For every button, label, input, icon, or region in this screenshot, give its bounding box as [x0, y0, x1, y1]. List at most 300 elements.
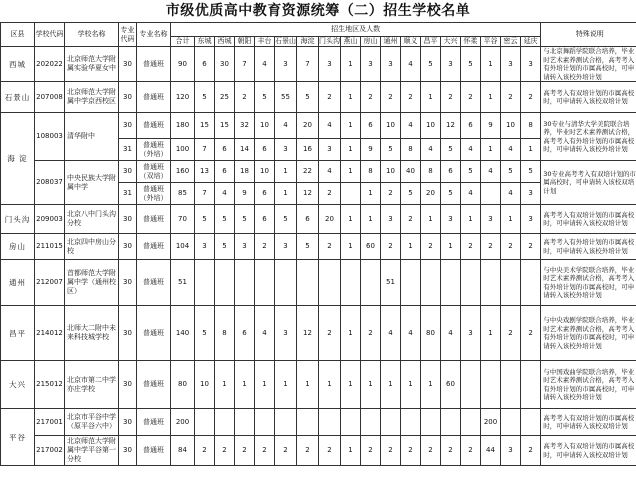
count-cell: 1 — [481, 82, 501, 113]
count-cell: 2 — [319, 82, 341, 113]
header-area-cell: 延庆 — [521, 37, 541, 47]
count-cell: 4 — [441, 306, 461, 361]
count-cell: 2 — [501, 306, 521, 361]
count-cell: 200 — [171, 409, 195, 436]
count-cell: 2 — [401, 82, 421, 113]
table-row — [1, 361, 636, 409]
count-cell: 10 — [381, 161, 401, 183]
count-cell: 3 — [441, 47, 461, 82]
count-cell: 8 — [215, 306, 235, 361]
table-row — [1, 436, 636, 466]
count-cell: 1 — [481, 306, 501, 361]
count-cell: 1 — [341, 234, 361, 260]
count-cell: 1 — [341, 139, 361, 161]
count-cell: 6 — [235, 306, 255, 361]
count-cell — [235, 409, 255, 436]
note-cell: 高考考入有双培计划的市属高校时，可申请转入该校双培计划 — [541, 409, 636, 436]
count-cell: 2 — [381, 183, 401, 205]
count-cell: 1 — [255, 361, 275, 409]
count-cell: 51 — [171, 260, 195, 306]
table-row — [1, 113, 636, 139]
header-area-cell: 石景山 — [275, 37, 296, 45]
count-cell: 2 — [441, 436, 461, 466]
count-cell: 10 — [501, 113, 521, 139]
count-cell: 2 — [521, 234, 541, 260]
count-cell: 1 — [341, 113, 361, 139]
count-cell: 4 — [401, 306, 421, 361]
count-cell — [275, 260, 297, 306]
count-cell: 2 — [381, 234, 401, 260]
count-cell: 4 — [319, 113, 341, 139]
count-cell: 1 — [341, 47, 361, 82]
count-cell: 60 — [441, 361, 461, 409]
school-code-cell: 212007 — [35, 260, 65, 306]
count-cell: 7 — [297, 47, 319, 82]
count-cell: 1 — [275, 361, 297, 409]
count-cell: 3 — [441, 205, 461, 234]
header-area-cell: 平谷 — [481, 37, 501, 47]
count-cell: 3 — [275, 234, 297, 260]
count-cell: 6 — [255, 183, 275, 205]
count-cell: 18 — [235, 161, 255, 183]
count-cell: 1 — [361, 183, 381, 205]
table-row — [1, 409, 636, 436]
major-code-cell: 30 — [119, 113, 137, 139]
count-cell: 3 — [481, 205, 501, 234]
count-cell: 1 — [235, 361, 255, 409]
header-major-name: 专业名称 — [137, 23, 171, 47]
count-cell — [341, 409, 361, 436]
count-cell — [275, 409, 297, 436]
count-cell: 1 — [341, 306, 361, 361]
count-cell: 16 — [297, 139, 319, 161]
header-area-cell: 怀柔 — [461, 37, 481, 47]
count-cell: 5 — [215, 234, 235, 260]
count-cell: 12 — [297, 183, 319, 205]
header-area-cell: 丰台 — [255, 37, 275, 47]
count-cell — [235, 260, 255, 306]
count-cell: 20 — [421, 183, 441, 205]
count-cell: 10 — [195, 361, 215, 409]
note-cell: 高考考入有双培计划的市属高校时，可申请转入该校双培计划 — [541, 205, 636, 234]
count-cell: 4 — [255, 306, 275, 361]
school-code-cell: 211015 — [35, 234, 65, 260]
count-cell: 5 — [255, 82, 275, 113]
count-cell — [341, 183, 361, 205]
school-code-cell: 202022 — [35, 47, 65, 82]
count-cell: 7 — [195, 139, 215, 161]
count-cell: 4 — [461, 183, 481, 205]
count-cell: 5 — [401, 183, 421, 205]
header-major-code: 专业代码 — [119, 23, 137, 47]
count-cell: 30 — [215, 47, 235, 82]
major-code-cell: 30 — [119, 205, 137, 234]
major-name-cell: 普通班 — [137, 361, 171, 409]
count-cell: 3 — [501, 436, 521, 466]
header-area-cell: 合计 — [171, 37, 195, 47]
school-name-cell: 北师大二附中未来科技城学校 — [65, 306, 119, 361]
count-cell: 2 — [235, 436, 255, 466]
count-cell — [215, 409, 235, 436]
count-cell: 1 — [341, 361, 361, 409]
count-cell: 60 — [361, 234, 381, 260]
major-name-cell: 普通班 — [137, 47, 171, 82]
count-cell: 5 — [501, 161, 521, 183]
count-cell: 4 — [481, 161, 501, 183]
count-cell — [195, 409, 215, 436]
count-cell: 14 — [235, 139, 255, 161]
major-code-cell: 30 — [119, 234, 137, 260]
count-cell: 2 — [461, 82, 481, 113]
count-cell: 8 — [421, 161, 441, 183]
count-cell: 5 — [521, 161, 541, 183]
count-cell — [421, 409, 441, 436]
count-cell: 2 — [255, 436, 275, 466]
school-name-cell: 北京四中房山分校 — [65, 234, 119, 260]
count-cell — [501, 361, 521, 409]
district-cell: 房山 — [1, 234, 35, 260]
count-cell: 84 — [171, 436, 195, 466]
district-cell: 石景山 — [1, 82, 35, 113]
count-cell: 15 — [195, 113, 215, 139]
major-name-cell: 普通班（外培） — [137, 139, 171, 161]
major-code-cell: 30 — [119, 306, 137, 361]
school-code-cell: 217002 — [35, 436, 65, 466]
count-cell: 180 — [171, 113, 195, 139]
count-cell: 32 — [235, 113, 255, 139]
major-code-cell: 31 — [119, 183, 137, 205]
count-cell: 3 — [381, 47, 401, 82]
district-cell: 西城 — [1, 47, 35, 82]
header-area-cell: 海淀 — [297, 37, 319, 47]
count-cell — [381, 409, 401, 436]
school-code-cell: 108003 — [35, 113, 65, 161]
count-cell: 2 — [521, 82, 541, 113]
page-title: 市级优质高中教育资源统筹（二）招生学校名单 — [165, 3, 471, 19]
count-cell: 13 — [195, 161, 215, 183]
count-cell: 3 — [521, 47, 541, 82]
count-cell: 8 — [521, 113, 541, 139]
count-cell: 4 — [275, 113, 297, 139]
count-cell: 40 — [401, 161, 421, 183]
count-cell: 44 — [481, 436, 501, 466]
count-cell — [481, 361, 501, 409]
header-area-cell: 大兴 — [441, 37, 461, 47]
count-cell: 2 — [319, 183, 341, 205]
note-cell: 高考考入有双培计划的市属高校时，可申请转入该校双培计划 — [541, 436, 636, 466]
count-cell: 1 — [421, 82, 441, 113]
count-cell: 8 — [361, 161, 381, 183]
count-cell: 3 — [521, 205, 541, 234]
count-cell — [341, 260, 361, 306]
count-cell: 4 — [401, 113, 421, 139]
count-cell: 2 — [501, 82, 521, 113]
school-name-cell: 北京师范大学附属中学平谷第一分校 — [65, 436, 119, 466]
district-cell: 门头沟 — [1, 205, 35, 234]
count-cell: 6 — [361, 113, 381, 139]
header-area-cell: 东城 — [195, 37, 215, 47]
count-cell: 20 — [319, 205, 341, 234]
count-cell: 1 — [341, 205, 361, 234]
count-cell: 104 — [171, 234, 195, 260]
count-cell: 4 — [215, 183, 235, 205]
count-cell — [255, 260, 275, 306]
count-cell: 1 — [501, 205, 521, 234]
count-cell: 5 — [441, 183, 461, 205]
table-row — [1, 205, 636, 234]
count-cell — [481, 183, 501, 205]
table-row — [1, 260, 636, 306]
count-cell: 1 — [421, 361, 441, 409]
header-area-cell: 朝阳 — [235, 37, 255, 47]
count-cell: 2 — [297, 436, 319, 466]
table-row — [1, 306, 636, 361]
count-cell — [501, 260, 521, 306]
count-cell — [255, 409, 275, 436]
major-code-cell: 30 — [119, 47, 137, 82]
count-cell — [461, 409, 481, 436]
count-cell: 10 — [421, 113, 441, 139]
header-area-cell: 昌平 — [421, 37, 441, 47]
count-cell: 3 — [275, 47, 297, 82]
count-cell: 12 — [441, 113, 461, 139]
count-cell: 3 — [461, 306, 481, 361]
count-cell — [501, 409, 521, 436]
major-name-cell: 普通班 — [137, 260, 171, 306]
count-cell: 10 — [255, 161, 275, 183]
count-cell: 2 — [235, 82, 255, 113]
count-cell: 1 — [481, 47, 501, 82]
count-cell: 3 — [319, 139, 341, 161]
count-cell: 5 — [441, 139, 461, 161]
count-cell: 9 — [361, 139, 381, 161]
count-cell: 1 — [341, 436, 361, 466]
count-cell: 51 — [381, 260, 401, 306]
count-cell: 1 — [401, 361, 421, 409]
header-school-code: 学校代码 — [35, 23, 65, 47]
count-cell: 4 — [501, 139, 521, 161]
note-cell: 与北京舞蹈学院联合培养，毕业时艺术素养测试合格，高考考入有外培计划的市属高校时，可申请转入该校外培计划 — [541, 47, 636, 82]
school-name-cell: 北京八中门头沟分校 — [65, 205, 119, 234]
count-cell: 5 — [195, 205, 215, 234]
count-cell: 6 — [297, 205, 319, 234]
count-cell: 1 — [361, 361, 381, 409]
header-district: 区县 — [1, 23, 35, 47]
count-cell: 2 — [481, 234, 501, 260]
count-cell: 1 — [215, 361, 235, 409]
count-cell — [215, 260, 235, 306]
district-cell: 海 淀 — [1, 113, 35, 205]
count-cell — [441, 409, 461, 436]
count-cell — [361, 260, 381, 306]
header-note: 特殊说明 — [541, 23, 636, 47]
note-cell: 高考考入有双培计划的市属高校时，可申请转入该校双培计划 — [541, 82, 636, 113]
major-name-cell: 普通班（外培） — [137, 183, 171, 205]
header-area-cell: 通州 — [381, 37, 401, 47]
count-cell: 15 — [215, 113, 235, 139]
count-cell: 2 — [401, 436, 421, 466]
count-cell: 1 — [421, 205, 441, 234]
count-cell: 80 — [421, 306, 441, 361]
header-area-group: 招生地区及人数 — [171, 23, 541, 37]
count-cell: 2 — [319, 306, 341, 361]
count-cell: 4 — [381, 306, 401, 361]
major-name-cell: 普通班 — [137, 82, 171, 113]
header-area-cell: 房山 — [361, 37, 381, 47]
count-cell: 3 — [521, 183, 541, 205]
header-area-cell: 门头沟 — [319, 37, 340, 45]
count-cell: 4 — [421, 139, 441, 161]
count-cell: 100 — [171, 139, 195, 161]
major-code-cell: 30 — [119, 82, 137, 113]
count-cell: 5 — [215, 205, 235, 234]
count-cell: 3 — [319, 47, 341, 82]
major-code-cell: 30 — [119, 161, 137, 183]
school-name-cell: 北京市第二中学亦庄学校 — [65, 361, 119, 409]
major-code-cell: 30 — [119, 260, 137, 306]
major-code-cell: 30 — [119, 361, 137, 409]
school-code-cell: 209003 — [35, 205, 65, 234]
count-cell — [521, 409, 541, 436]
count-cell: 1 — [341, 161, 361, 183]
table-row — [1, 47, 636, 82]
count-cell: 5 — [297, 82, 319, 113]
count-cell — [521, 361, 541, 409]
count-cell: 6 — [441, 161, 461, 183]
count-cell: 3 — [361, 47, 381, 82]
count-cell: 2 — [381, 436, 401, 466]
count-cell: 1 — [341, 82, 361, 113]
count-cell: 2 — [195, 436, 215, 466]
count-cell: 5 — [461, 47, 481, 82]
count-cell: 2 — [381, 82, 401, 113]
count-cell: 7 — [235, 47, 255, 82]
major-name-cell: 普通班 — [137, 113, 171, 139]
count-cell: 6 — [255, 139, 275, 161]
count-cell: 12 — [297, 306, 319, 361]
table-row — [1, 234, 636, 260]
count-cell: 5 — [195, 82, 215, 113]
count-cell: 2 — [461, 436, 481, 466]
major-name-cell: 普通班 — [137, 306, 171, 361]
count-cell: 1 — [441, 234, 461, 260]
count-cell — [461, 361, 481, 409]
count-cell: 2 — [361, 82, 381, 113]
count-cell: 85 — [171, 183, 195, 205]
header-area-cell: 顺义 — [401, 37, 421, 47]
school-code-cell: 217001 — [35, 409, 65, 436]
note-cell: 高考考入有外培计划的市属高校时，可申请转入该校外培计划 — [541, 234, 636, 260]
count-cell: 2 — [521, 306, 541, 361]
count-cell — [401, 409, 421, 436]
major-code-cell: 31 — [119, 139, 137, 161]
count-cell: 70 — [171, 205, 195, 234]
count-cell: 3 — [275, 306, 297, 361]
count-cell: 55 — [275, 82, 297, 113]
count-cell — [441, 260, 461, 306]
note-cell: 与中央戏剧学院联合培养，毕业时艺术素养测试合格，高考考入有外培计划的市属高校时，可申请转入该校外培计划 — [541, 306, 636, 361]
count-cell: 5 — [461, 161, 481, 183]
count-cell: 5 — [297, 234, 319, 260]
school-name-cell: 北京市平谷中学（原平谷六中） — [65, 409, 119, 436]
count-cell: 1 — [381, 361, 401, 409]
count-cell: 1 — [461, 205, 481, 234]
header-area-cell: 西城 — [215, 37, 235, 47]
count-cell: 3 — [275, 139, 297, 161]
count-cell: 1 — [481, 139, 501, 161]
count-cell: 5 — [235, 205, 255, 234]
header-school-name: 学校名称 — [65, 23, 119, 47]
school-code-cell: 215012 — [35, 361, 65, 409]
count-cell: 1 — [401, 234, 421, 260]
count-cell: 1 — [521, 139, 541, 161]
count-cell: 2 — [441, 82, 461, 113]
count-cell: 10 — [381, 113, 401, 139]
count-cell: 1 — [297, 361, 319, 409]
district-cell: 大兴 — [1, 361, 35, 409]
major-name-cell: 普通班 — [137, 234, 171, 260]
count-cell: 20 — [297, 113, 319, 139]
header-area-cell: 密云 — [501, 37, 521, 47]
count-cell: 10 — [255, 113, 275, 139]
count-cell: 140 — [171, 306, 195, 361]
table-row — [1, 82, 636, 113]
major-name-cell: 普通班 — [137, 436, 171, 466]
count-cell — [481, 260, 501, 306]
note-cell: 30专业高考考入有双培计划的市属高校时，可申请转入该校双培计划 — [541, 161, 636, 205]
count-cell: 5 — [275, 205, 297, 234]
note-cell: 与中国戏曲学院联合培养，毕业时艺术素养测试合格，高考考入有外培计划的市属高校时，可申请转入该校外培计划 — [541, 361, 636, 409]
count-cell: 3 — [195, 234, 215, 260]
school-name-cell: 北京师范大学附属中学京西校区 — [65, 82, 119, 113]
major-name-cell: 普通班 — [137, 409, 171, 436]
count-cell: 1 — [275, 183, 297, 205]
count-cell: 9 — [481, 113, 501, 139]
count-cell: 1 — [275, 161, 297, 183]
school-name-cell: 中央民族大学附属中学 — [65, 161, 119, 205]
count-cell: 160 — [171, 161, 195, 183]
major-name-cell: 普通班（双培） — [137, 161, 171, 183]
count-cell: 22 — [297, 161, 319, 183]
count-cell — [297, 260, 319, 306]
district-cell: 平谷 — [1, 409, 35, 466]
count-cell: 2 — [275, 436, 297, 466]
major-code-cell: 30 — [119, 409, 137, 436]
count-cell: 2 — [421, 234, 441, 260]
count-cell: 2 — [461, 234, 481, 260]
count-cell — [319, 409, 341, 436]
count-cell: 3 — [501, 47, 521, 82]
count-cell: 4 — [461, 139, 481, 161]
count-cell — [521, 260, 541, 306]
district-cell: 昌平 — [1, 306, 35, 361]
count-cell: 6 — [255, 205, 275, 234]
count-cell: 1 — [319, 361, 341, 409]
count-cell: 5 — [421, 47, 441, 82]
count-cell: 5 — [381, 139, 401, 161]
major-name-cell: 普通班 — [137, 205, 171, 234]
count-cell: 4 — [319, 161, 341, 183]
count-cell: 2 — [319, 436, 341, 466]
count-cell: 2 — [215, 436, 235, 466]
count-cell: 25 — [215, 82, 235, 113]
count-cell — [319, 260, 341, 306]
count-cell: 200 — [481, 409, 501, 436]
count-cell: 80 — [171, 361, 195, 409]
count-cell: 7 — [195, 183, 215, 205]
count-cell: 4 — [501, 183, 521, 205]
count-cell: 4 — [401, 47, 421, 82]
